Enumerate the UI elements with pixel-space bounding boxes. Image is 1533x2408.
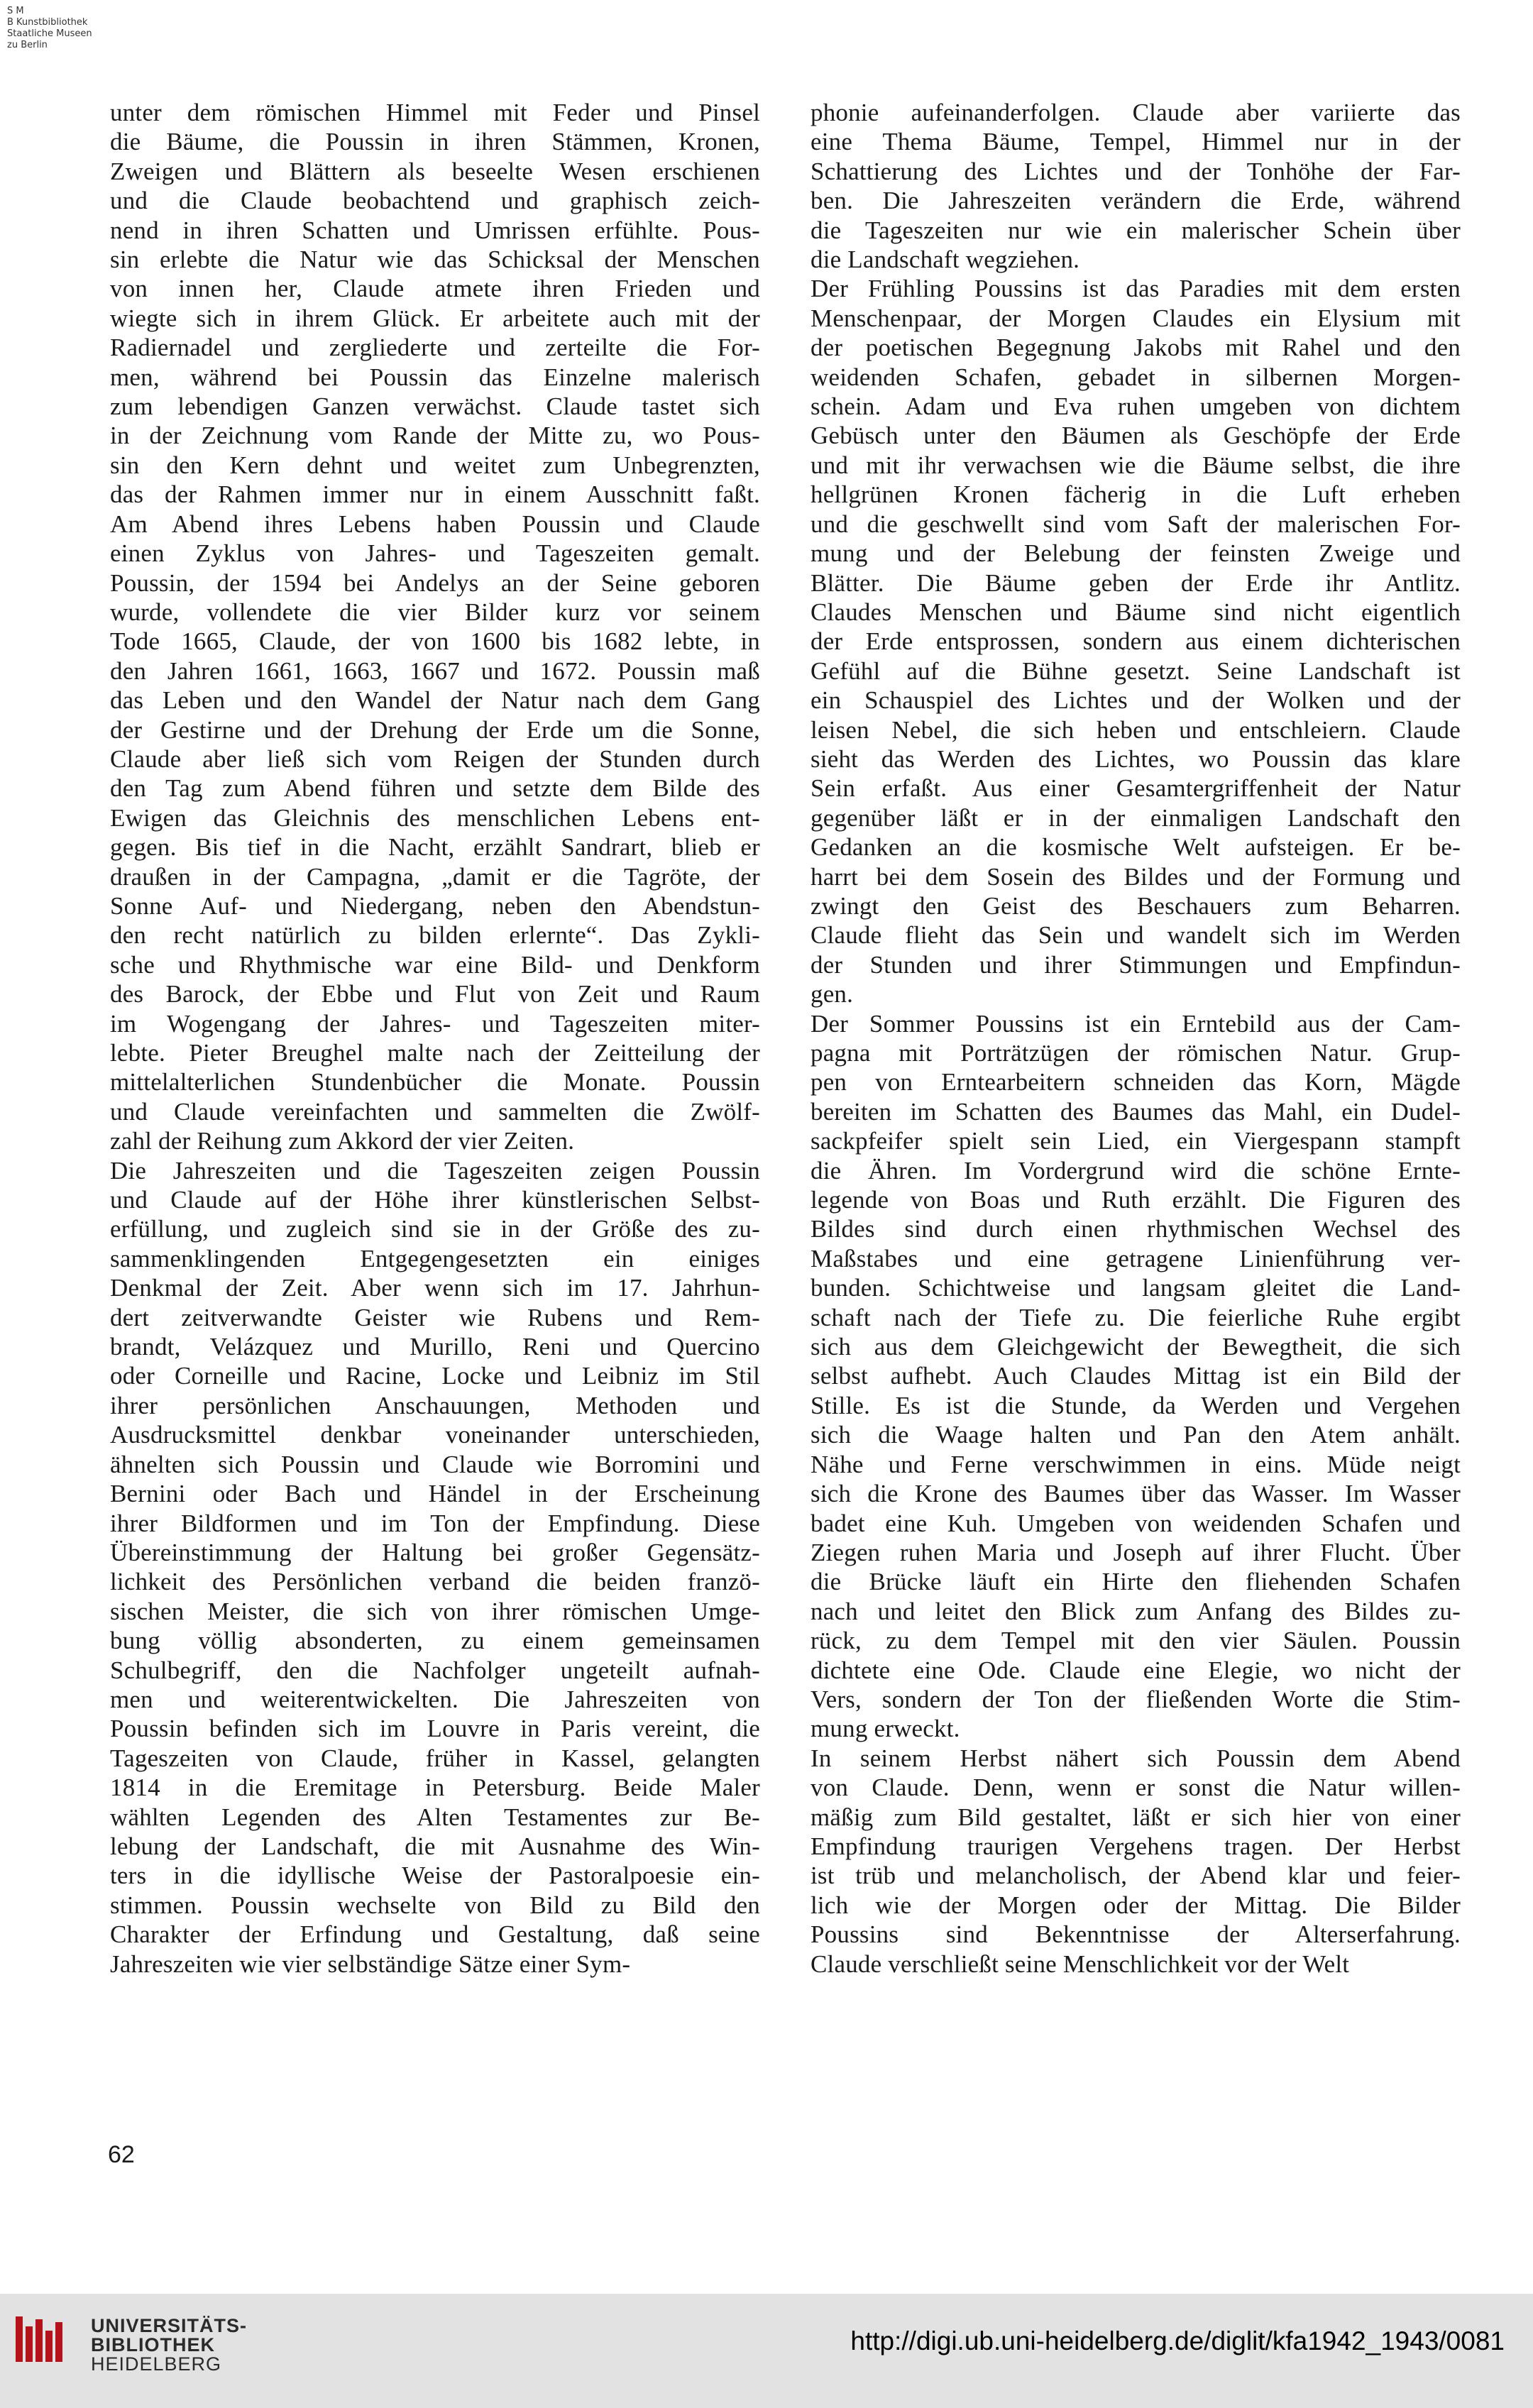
- text-line: Claudes Menschen und Bäume sind nicht eigentlich: [811, 598, 1461, 626]
- library-name: [91, 2316, 247, 2374]
- stamp-line: zu Berlin: [7, 40, 48, 50]
- text-column-right: [811, 98, 1461, 1979]
- text-line: wählten Legenden des Alten Testamentes zur Be-: [110, 1803, 760, 1831]
- text-line: Sein erfaßt. Aus einer Gesamtergriffenheit der Natur: [811, 774, 1461, 803]
- text-line: sche und Rhythmische war eine Bild- und Denkform: [110, 950, 760, 979]
- text-line: erfüllung, und zugleich sind sie in der Größe des zu-: [110, 1215, 760, 1243]
- text-line: leisen Nebel, die sich heben und entschleiern. Claude: [811, 715, 1461, 744]
- text-line: bereiten im Schatten des Baumes das Mahl, ein Dudel-: [811, 1097, 1461, 1126]
- text-line: Charakter der Erfindung und Gestaltung, daß seine: [110, 1920, 760, 1949]
- text-line: sin den Kern dehnt und weitet zum Unbegrenzten,: [110, 451, 760, 479]
- text-line: Claude verschließt seine Menschlichkeit vor der Welt: [811, 1950, 1350, 1978]
- text-line: draußen in der Campagna, „damit er die Tagröte, der: [110, 862, 760, 891]
- text-line: sin erlebte die Natur wie das Schicksal der Menschen: [110, 246, 760, 274]
- text-line: pagna mit Porträtzügen der römischen Natur. Grup-: [811, 1039, 1461, 1067]
- text-line: sich die Krone des Baumes über das Wasser. Im Wasser: [811, 1480, 1461, 1508]
- permalink-url[interactable]: http://digi.ub.uni-heidelberg.de/diglit/kfa1942_1943/0081: [850, 2326, 1505, 2355]
- text-line: sich die Waage halten und Pan den Atem anhält.: [811, 1421, 1461, 1449]
- text-line: Claude aber ließ sich vom Reigen der Stunden durch: [110, 744, 760, 773]
- text-line: sackpfeifer spielt sein Lied, ein Viergespann stampft: [811, 1127, 1461, 1155]
- text-line: Schattierung des Lichtes und der Tonhöhe der Far-: [811, 157, 1461, 185]
- text-line: Radiernadel und zergliederte und zerteilte die For-: [110, 334, 760, 362]
- text-line: ein Schauspiel des Lichtes und der Wolken und der: [811, 686, 1461, 715]
- text-line: Gebüsch unter den Bäumen als Geschöpfe der Erde: [811, 422, 1461, 450]
- text-line: den Tag zum Abend führen und setzte dem Bilde des: [110, 774, 760, 803]
- text-line: men und weiterentwickelten. Die Jahreszeiten von: [110, 1685, 760, 1713]
- text-line: gegen. Bis tief in die Nacht, erzählt Sandrart, blieb er: [110, 833, 760, 862]
- text-line: gen.: [811, 980, 854, 1008]
- text-line: nend in ihren Schatten und Umrissen erfühlte. Pous-: [110, 216, 760, 244]
- text-line: rück, zu dem Tempel mit den vier Säulen. Poussin: [811, 1627, 1461, 1655]
- text-line: einen Zyklus von Jahres- und Tageszeiten gemalt.: [110, 539, 760, 568]
- text-line: zum lebendigen Ganzen verwächst. Claude tastet sich: [110, 392, 760, 421]
- text-line: bunden. Schichtweise und langsam gleitet die Land-: [811, 1274, 1461, 1302]
- text-line: nach und leitet den Blick zum Anfang des Bildes zu-: [811, 1597, 1461, 1625]
- text-line: In seinem Herbst nähert sich Poussin dem Abend: [811, 1744, 1461, 1772]
- text-line: in der Zeichnung vom Rande der Mitte zu, wo Pous-: [110, 422, 760, 450]
- text-line: Menschenpaar, der Morgen Claudes ein Elysium mit: [811, 304, 1461, 332]
- text-line: Denkmal der Zeit. Aber wenn sich im 17. Jahrhun-: [110, 1274, 760, 1302]
- text-line: und mit ihr verwachsen wie die Bäume selbst, die ihre: [811, 451, 1461, 479]
- text-line: Nähe und Ferne verschwimmen in eins. Müde neigt: [811, 1450, 1461, 1478]
- text-line: gegenüber läßt er in der einmaligen Landschaft den: [811, 803, 1461, 832]
- text-line: Der Frühling Poussins ist das Paradies mit dem ersten: [811, 275, 1461, 303]
- text-line: stimmen. Poussin wechselte von Bild zu Bild den: [110, 1891, 760, 1919]
- text-line: men, während bei Poussin das Einzelne malerisch: [110, 363, 760, 391]
- text-line: schein. Adam und Eva ruhen umgeben von dichtem: [811, 392, 1461, 421]
- text-line: zwingt den Geist des Beschauers zum Beharren.: [811, 891, 1461, 920]
- text-line: harrt bei dem Sosein des Bildes und der Formung und: [811, 862, 1461, 891]
- text-line: Poussin befinden sich im Louvre in Paris vereint, die: [110, 1715, 760, 1743]
- text-line: der Erde entsprossen, sondern aus einem dichterischen: [811, 627, 1461, 656]
- text-line: ters in die idyllische Weise der Pastoralpoesie ein-: [110, 1862, 760, 1890]
- text-line: lich wie der Morgen oder der Mittag. Die Bilder: [811, 1891, 1461, 1919]
- text-line: ähnelten sich Poussin und Claude wie Borromini und: [110, 1450, 760, 1478]
- text-line: Vers, sondern der Ton der fließenden Worte die Stim-: [811, 1685, 1461, 1713]
- text-line: Zweigen und Blättern als beseelte Wesen erschienen: [110, 157, 760, 185]
- text-line: des Barock, der Ebbe und Flut von Zeit und Raum: [110, 980, 760, 1008]
- text-line: und Claude auf der Höhe ihrer künstlerischen Selbst-: [110, 1186, 760, 1214]
- stamp-line: B Kunstbibliothek: [7, 17, 88, 28]
- text-line: mung und der Belebung der feinsten Zweige und: [811, 539, 1461, 568]
- text-line: Die Jahreszeiten und die Tageszeiten zeigen Poussin: [110, 1156, 760, 1184]
- text-line: mäßig zum Bild gestaltet, läßt er sich hier von einer: [811, 1803, 1461, 1831]
- text-line: der poetischen Begegnung Jakobs mit Rahel und den: [811, 334, 1461, 362]
- text-line: legende von Boas und Ruth erzählt. Die Figuren des: [811, 1186, 1461, 1214]
- text-line: ben. Die Jahreszeiten verändern die Erde, während: [811, 187, 1461, 215]
- text-line: weidenden Schafen, gebadet in silbernen Morgen-: [811, 363, 1461, 391]
- page-number: 62: [108, 2141, 135, 2168]
- text-line: das der Rahmen immer nur in einem Ausschnitt faßt.: [110, 480, 760, 509]
- text-line: Maßstabes und eine getragene Linienführung ver-: [811, 1244, 1461, 1272]
- text-column-left: [110, 98, 760, 1979]
- text-line: unter dem römischen Himmel mit Feder und Pinsel: [110, 99, 760, 126]
- text-line: selbst aufhebt. Auch Claudes Mittag ist ein Bild der: [811, 1362, 1461, 1390]
- text-line: mung erweckt.: [811, 1715, 960, 1743]
- text-line: Ewigen das Gleichnis des menschlichen Lebens ent-: [110, 803, 760, 832]
- text-line: schaft nach der Tiefe zu. Die feierliche Ruhe ergibt: [811, 1303, 1461, 1331]
- text-line: sischen Meister, die sich von ihrer römischen Umge-: [110, 1597, 760, 1625]
- text-line: sammenklingenden Entgegengesetzten ein einiges: [110, 1244, 760, 1272]
- text-line: Tode 1665, Claude, der von 1600 bis 1682 lebte, in: [110, 627, 760, 656]
- text-line: das Leben und den Wandel der Natur nach dem Gang: [110, 686, 760, 715]
- stamp-line: Staatliche Museen: [7, 28, 92, 39]
- text-line: Bernini oder Bach und Händel in der Erscheinung: [110, 1480, 760, 1508]
- text-line: Tageszeiten von Claude, früher in Kassel, gelangten: [110, 1744, 760, 1772]
- text-line: von innen her, Claude atmete ihren Frieden und: [110, 275, 760, 303]
- text-line: Gedanken an die kosmische Welt aufsteigen. Er be-: [811, 833, 1461, 862]
- text-line: dert zeitverwandte Geister wie Rubens und Rem-: [110, 1303, 760, 1331]
- text-line: und die geschwellt sind vom Saft der malerischen For-: [811, 510, 1461, 538]
- text-line: Sonne Auf- und Niedergang, neben den Abendstun-: [110, 891, 760, 920]
- university-library-logo-icon: [13, 2312, 70, 2369]
- text-line: Poussins sind Bekenntnisse der Alterserfahrung.: [811, 1920, 1461, 1949]
- text-line: Am Abend ihres Lebens haben Poussin und Claude: [110, 510, 760, 538]
- text-line: Gefühl auf die Bühne gesetzt. Seine Landschaft ist: [811, 656, 1461, 685]
- text-line: sieht das Werden des Lichtes, wo Poussin das klare: [811, 744, 1461, 773]
- text-line: sich aus dem Gleichgewicht der Bewegtheit, die sich: [811, 1333, 1461, 1361]
- text-line: wurde, vollendete die vier Bilder kurz vor seinem: [110, 598, 760, 626]
- text-line: die Landschaft wegziehen.: [811, 246, 1080, 274]
- text-line: im Wogengang der Jahres- und Tageszeiten miter-: [110, 1009, 760, 1038]
- text-line: den recht natürlich zu bilden erlernte“. Das Zykli-: [110, 921, 760, 950]
- text-line: Claude flieht das Sein und wandelt sich im Werden: [811, 921, 1461, 950]
- text-line: pen von Erntearbeitern schneiden das Korn, Mägde: [811, 1068, 1461, 1096]
- text-line: die Bäume, die Poussin in ihren Stämmen, Kronen,: [110, 128, 760, 156]
- text-line: die Tageszeiten nur wie ein malerischer Schein über: [811, 216, 1461, 244]
- text-line: ihrer Bildformen und im Ton der Empfindung. Diese: [110, 1509, 760, 1537]
- text-line: ihrer persönlichen Anschauungen, Methoden und: [110, 1391, 760, 1419]
- text-line: den Jahren 1661, 1663, 1667 und 1672. Poussin maß: [110, 656, 760, 685]
- text-line: dichtete eine Ode. Claude eine Elegie, wo nicht der: [811, 1656, 1461, 1684]
- text-line: und die Claude beobachtend und graphisch zeich-: [110, 187, 760, 215]
- text-line: phonie aufeinanderfolgen. Claude aber variierte das: [811, 99, 1461, 126]
- text-line: ist trüb und melancholisch, der Abend klar und feier-: [811, 1862, 1461, 1890]
- text-line: Blätter. Die Bäume geben der Erde ihr Antlitz.: [811, 568, 1461, 597]
- text-line: wiegte sich in ihrem Glück. Er arbeitete auch mit der: [110, 304, 760, 332]
- text-line: Übereinstimmung der Haltung bei großer Gegensätz-: [110, 1538, 760, 1566]
- text-line: die Ähren. Im Vordergrund wird die schöne Ernte-: [811, 1156, 1461, 1184]
- text-line: Schulbegriff, den die Nachfolger ungeteilt aufnah-: [110, 1656, 760, 1684]
- text-line: Ausdrucksmittel denkbar voneinander unterschieden,: [110, 1421, 760, 1449]
- text-line: die Brücke läuft ein Hirte den fliehenden Schafen: [811, 1568, 1461, 1596]
- text-line: und Claude vereinfachten und sammelten die Zwölf-: [110, 1097, 760, 1126]
- text-line: der Stunden und ihrer Stimmungen und Empfindun-: [811, 950, 1461, 979]
- text-line: Ziegen ruhen Maria und Joseph auf ihrer Flucht. Über: [811, 1538, 1461, 1566]
- library-name-line: BIBLIOTHEK: [91, 2334, 215, 2355]
- library-stamp: [7, 6, 92, 51]
- text-line: Empfindung traurigen Vergehens tragen. Der Herbst: [811, 1832, 1461, 1860]
- text-line: lichkeit des Persönlichen verband die beiden franzö-: [110, 1568, 760, 1596]
- library-name-line: UNIVERSITÄTS-: [91, 2315, 248, 2336]
- text-line: Der Sommer Poussins ist ein Erntebild aus der Cam-: [811, 1009, 1461, 1038]
- text-line: 1814 in die Eremitage in Petersburg. Beide Maler: [110, 1774, 760, 1802]
- text-line: brandt, Velázquez und Murillo, Reni und Quercino: [110, 1333, 760, 1361]
- text-line: badet eine Kuh. Umgeben von weidenden Schafen und: [811, 1509, 1461, 1537]
- text-line: hellgrünen Kronen fächerig in die Luft erheben: [811, 480, 1461, 509]
- text-line: lebte. Pieter Breughel malte nach der Zeitteilung der: [110, 1039, 760, 1067]
- text-line: eine Thema Bäume, Tempel, Himmel nur in der: [811, 128, 1461, 156]
- text-line: Poussin, der 1594 bei Andelys an der Seine geboren: [110, 568, 760, 597]
- text-line: Bildes sind durch einen rhythmischen Wechsel des: [811, 1215, 1461, 1243]
- text-line: lebung der Landschaft, die mit Ausnahme des Win-: [110, 1832, 760, 1860]
- library-name-line: HEIDELBERG: [91, 2353, 222, 2375]
- text-line: bung völlig absonderten, zu einem gemeinsamen: [110, 1627, 760, 1655]
- text-line: zahl der Reihung zum Akkord der vier Zeiten.: [110, 1127, 575, 1155]
- stamp-line: S M: [7, 6, 24, 16]
- text-line: Stille. Es ist die Stunde, da Werden und Vergehen: [811, 1391, 1461, 1419]
- text-line: Jahreszeiten wie vier selbständige Sätze einer Sym-: [110, 1950, 631, 1978]
- text-line: oder Corneille und Racine, Locke und Leibniz im Stil: [110, 1362, 760, 1390]
- text-line: der Gestirne und der Drehung der Erde um die Sonne,: [110, 715, 760, 744]
- text-line: von Claude. Denn, wenn er sonst die Natur willen-: [811, 1774, 1461, 1802]
- text-line: mittelalterlichen Stundenbücher die Monate. Poussin: [110, 1068, 760, 1096]
